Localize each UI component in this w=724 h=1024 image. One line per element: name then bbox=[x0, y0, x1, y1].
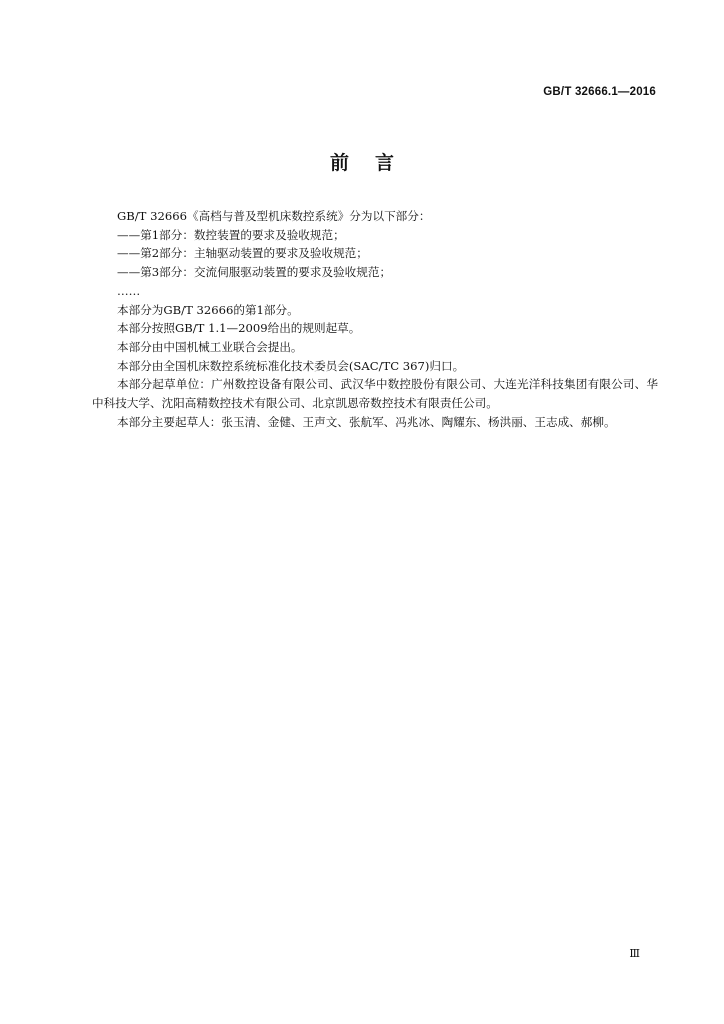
paragraph-drafting-rules: 本部分按照GB/T 1.1—2009给出的规则起草。 bbox=[117, 321, 361, 336]
document-id: GB/T 32666.1—2016 bbox=[543, 86, 656, 98]
paragraph-committee: 本部分由全国机床数控系统标准化技术委员会(SAC/TC 367)归口。 bbox=[117, 358, 465, 373]
paragraph-parts-intro: GB/T 32666《高档与普及型机床数控系统》分为以下部分： bbox=[117, 209, 431, 223]
paragraph-part-statement: 本部分为GB/T 32666的第1部分。 bbox=[117, 302, 299, 317]
paragraph-drafting-units: 本部分起草单位：广州数控设备有限公司、武汉华中数控股份有限公司、大连光洋科技集团有限公司、华中科技大学、沈阳高精数控技术有限公司、北京凯恩帝数控技术有限责任公司。 bbox=[92, 377, 658, 411]
paragraph-drafters: 本部分主要起草人：张玉清、金健、王声文、张航军、冯兆冰、陶耀东、杨洪丽、王志成、郝柳。 bbox=[117, 414, 616, 429]
paragraph-proposer: 本部分由中国机械工业联合会提出。 bbox=[117, 339, 303, 354]
page-number: Ⅲ bbox=[629, 947, 640, 960]
list-item-part-2: ——第2部分：主轴驱动装置的要求及验收规范； bbox=[117, 246, 368, 261]
page-title: 前言 bbox=[329, 152, 420, 174]
foreword-body bbox=[92, 207, 658, 431]
list-item-part-1: ——第1部分：数控装置的要求及验收规范； bbox=[117, 227, 345, 242]
list-ellipsis: …… bbox=[117, 283, 141, 298]
list-item-part-3: ——第3部分：交流伺服驱动装置的要求及验收规范； bbox=[117, 265, 392, 280]
